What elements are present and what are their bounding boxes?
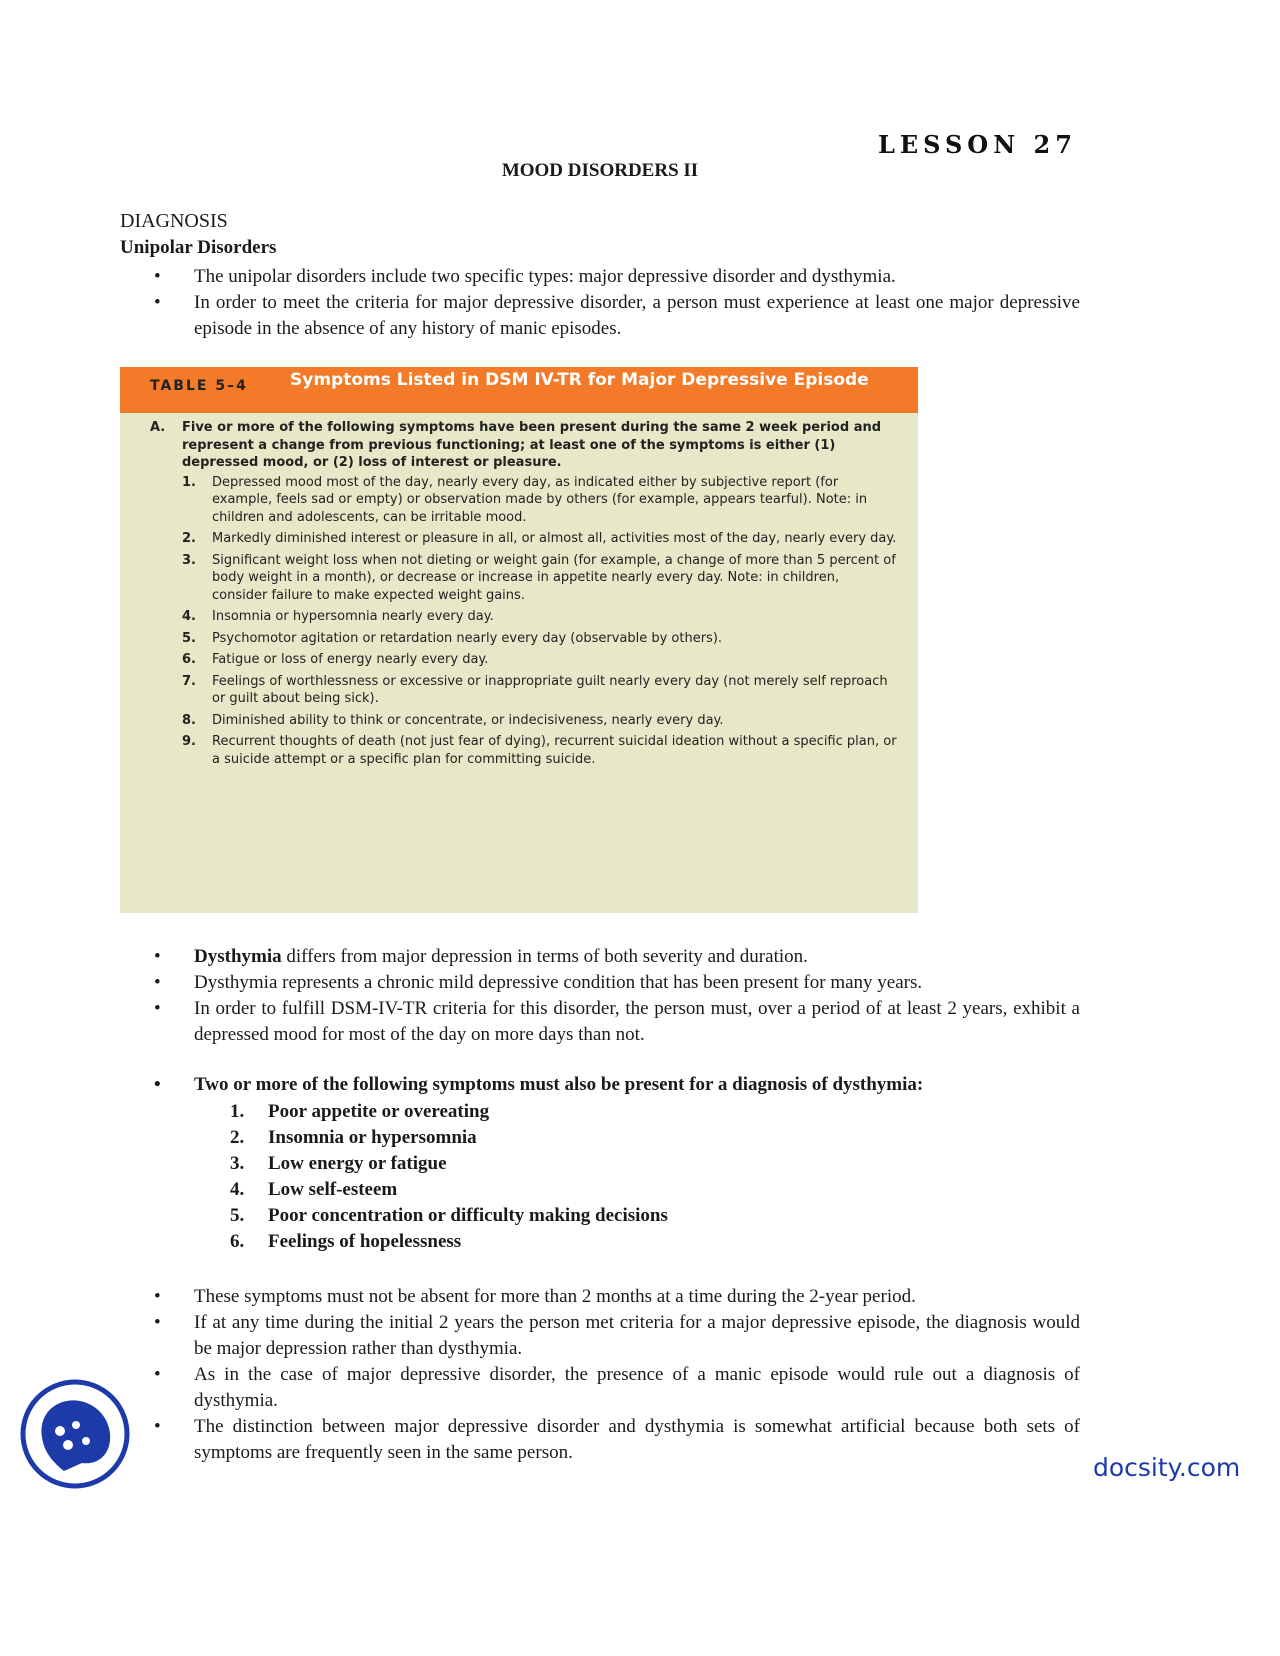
dsm-table-image [120,367,918,913]
logo-graphic [20,1379,130,1489]
page-title: MOOD DISORDERS II [501,160,699,181]
table-row: 6. Fatigue or loss of energy nearly every day. [182,652,489,667]
bullet-icon: • [154,946,161,967]
table-row: 5. Psychomotor agitation or retardation nearly every day (observable by others). [182,630,723,646]
brand-link[interactable]: docsity.com [1093,1453,1241,1482]
table-body [120,413,918,768]
criterion-letter: A. [150,420,166,435]
table-title: Symptoms Listed in DSM IV-TR for Major Depressive Episode [290,370,869,390]
docsity-logo-icon[interactable] [20,1379,130,1489]
list-item: 6. Feelings of hopelessness [230,1231,462,1252]
list-item: • Dysthymia represents a chronic mild depressive condition that has been present for many years. [120,970,1080,996]
table-row: 2. Markedly diminished interest or pleasure in all, or almost all, activities most of the day, nearly every day. [182,531,897,546]
table-criterion [150,419,898,472]
table-label: TABLE 5–4 [150,378,248,394]
table-row: 9. Recurrent thoughts of death (not just fear of dying), recurrent suicidal ideation without a specific plan, or a suicide attempt or a specific plan for committing suicide. [182,734,897,767]
list-item: 2. Insomnia or hypersomnia [230,1127,477,1148]
section-heading: DIAGNOSIS [120,210,228,232]
list-item: 1. Poor appetite or overeating [230,1101,490,1122]
subsection-heading: Unipolar Disorders [120,237,277,258]
bullet-icon: • [154,1364,161,1385]
bullet-icon: • [154,1074,161,1095]
lesson-number: LESSON 27 [878,130,1077,159]
intro-bullet-list [120,264,1080,342]
list-item: • Two or more of the following symptoms must also be present for a diagnosis of dysthymia: [120,1072,1080,1098]
bullet-icon: • [154,266,161,287]
table-row: 7. Feelings of worthlessness or excessive or inappropriate guilt nearly every day (not merely self reproach or guilt about being sick). [182,673,888,706]
dysthymia-term: Dysthymia [194,946,282,967]
list-item: • The distinction between major depressive disorder and dysthymia is somewhat artificial because both sets of symptoms are frequently seen in the same person. [154,1416,1080,1463]
list-item: • The unipolar disorders include two specific types: major depressive disorder and dysthymia. [120,264,1080,290]
symptoms-numbered-list [230,1099,668,1255]
bullet-icon: • [154,1286,161,1307]
criterion-text: Five or more of the following symptoms have been present during the same 2 week period and represent a change from previous functioning; at least one of the symptoms is either (1) depressed mood, or (2) loss of interest or pleasure. [182,420,882,470]
symptoms-lead-list [120,1072,1080,1098]
list-item: • As in the case of major depressive disorder, the presence of a manic episode would rule out a diagnosis of dysthymia. [154,1364,1080,1411]
table-row: 1. Depressed mood most of the day, nearly every day, as indicated either by subjective report (for example, feels sad or empty) or observation made by others (for example, appears tearful). Note: in children and adolescents, can be irritable mood. [182,474,868,525]
final-bullet-list [120,1284,1080,1466]
table-row: 8. Diminished ability to think or concentrate, or indecisiveness, nearly every day. [182,712,724,728]
table-row: 4. Insomnia or hypersomnia nearly every day. [182,609,494,624]
bullet-icon: • [154,1416,161,1437]
bullet-icon: • [154,972,161,993]
bullet-icon: • [154,1312,161,1333]
list-item: • Dysthymia differs from major depression in terms of both severity and duration. [120,944,1080,970]
table-symptom-list [150,474,898,769]
table-row: 3. Significant weight loss when not dieting or weight gain (for example, a change of more than 5 percent of body weight in a month), or decrease or increase in appetite nearly every day. Note: in children, consider failure to make expected weight gains. [182,552,896,603]
list-item: • In order to fulfill DSM-IV-TR criteria for this disorder, the person must, over a period of at least 2 years, exhibit a depressed mood for most of the day on more days than not. [154,998,1080,1045]
dysthymia-bullet-list [120,944,1080,1048]
bullet-icon: • [154,998,161,1019]
list-item: • In order to meet the criteria for major depressive disorder, a person must experience at least one major depressive episode in the absence of any history of manic episodes. [154,292,1080,339]
list-item: 5. Poor concentration or difficulty making decisions [230,1205,668,1226]
list-item: • These symptoms must not be absent for more than 2 months at a time during the 2-year period. [120,1284,1080,1310]
list-item: 3. Low energy or fatigue [230,1153,447,1174]
table-header [120,367,918,413]
list-item: • If at any time during the initial 2 years the person met criteria for a major depressive episode, the diagnosis would be major depression rather than dysthymia. [154,1312,1080,1359]
list-item: 4. Low self-esteem [230,1179,398,1200]
bullet-icon: • [154,292,161,313]
